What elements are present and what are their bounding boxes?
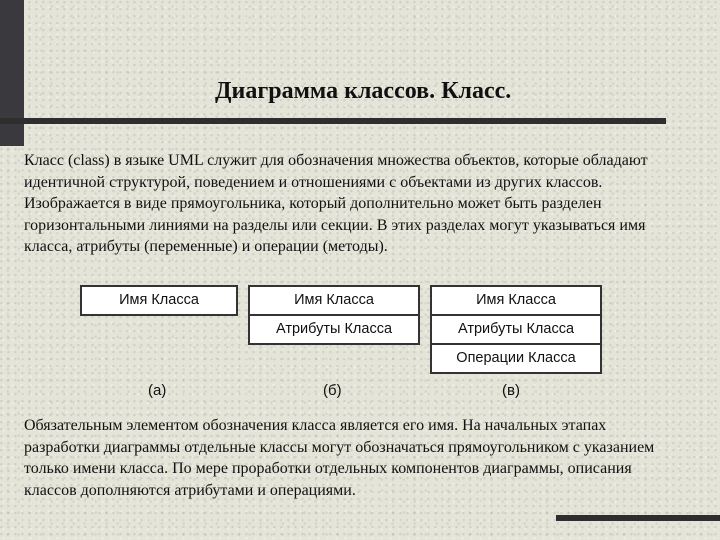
slide-title: Диаграмма классов. Класс. (215, 78, 512, 104)
class-name-section: Имя Класса (476, 292, 556, 308)
bottom-accent-line (556, 515, 720, 521)
caption-c: (в) (502, 382, 520, 399)
class-attributes-section: Атрибуты Класса (250, 314, 418, 343)
left-accent-bar (0, 0, 24, 146)
class-box-c (430, 285, 602, 374)
class-operations-section: Операции Класса (432, 343, 600, 372)
intro-paragraph: Класс (class) в языке UML служит для обозначения множества объектов, которые обладают идентичной структурой, поведением и отношениями с объектами из других классов. Изображается в виде прямоугольника, который дополнительно может быть разделен горизонтальными линиями на разделы или секции. В этих разделах могут указываться имя класса, атрибуты (переменные) и операции (методы). (24, 152, 648, 255)
class-box-b (248, 285, 420, 345)
conclusion-paragraph: Обязательным элементом обозначения класса является его имя. На начальных этапах разработки диаграммы отдельные классы могут обозначаться прямоугольником с указанием только имени класса. По мере проработки отдельных компонентов диаграммы, описания классов дополняются атрибутами и операциями. (24, 417, 655, 499)
class-box-a (80, 285, 238, 316)
caption-b: (б) (323, 382, 342, 399)
class-attributes-section: Атрибуты Класса (432, 314, 600, 343)
class-name-section: Имя Класса (119, 292, 199, 308)
class-name-section: Имя Класса (294, 292, 374, 308)
title-underline (0, 118, 666, 124)
caption-a: (а) (148, 382, 167, 399)
